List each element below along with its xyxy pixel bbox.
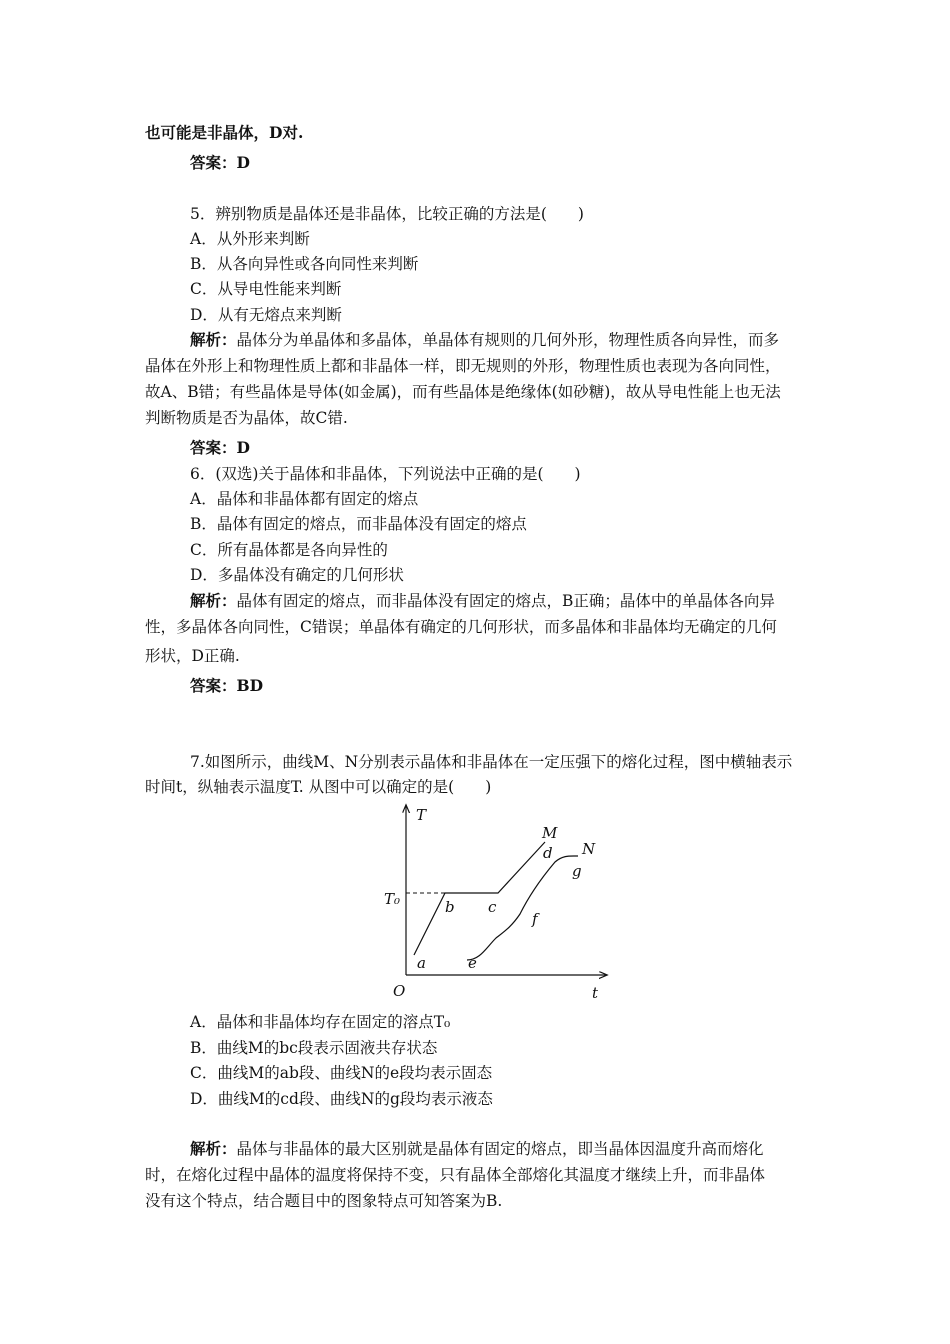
q5-analysis-line: 判断物质是否为晶体，故C错. (145, 409, 348, 427)
q6-option-b: B．晶体有固定的熔点，而非晶体没有固定的熔点 (190, 515, 527, 533)
q6-option-c: C．所有晶体都是各向异性的 (190, 541, 388, 559)
q5-option-d: D．从有无熔点来判断 (190, 306, 342, 324)
melting-curve-figure (380, 800, 620, 1005)
point-d: d (543, 844, 553, 862)
q5-analysis-line (190, 330, 779, 350)
answer-label: 答案： (190, 153, 237, 172)
analysis-label: 解析： (190, 1139, 237, 1158)
q7-stem-line: 7.如图所示，曲线M、N分别表示晶体和非晶体在一定压强下的熔化过程，图中横轴表示 (190, 753, 793, 771)
answer-value: BD (236, 676, 264, 695)
curve-n-label: N (582, 840, 596, 858)
q4-continuation: 也可能是非晶体，D对. (145, 123, 304, 142)
q6-stem: 6．(双选)关于晶体和非晶体，下列说法中正确的是( ) (190, 465, 581, 483)
answer-label: 答案： (190, 438, 237, 457)
q6-option-d: D．多晶体没有确定的几何形状 (190, 566, 404, 584)
q6-answer (190, 676, 263, 696)
answer-value: D (236, 438, 250, 457)
analysis-text: 晶体有固定的熔点，而非晶体没有固定的熔点，B正确；晶体中的单晶体各向异 (236, 592, 775, 610)
y-axis-label: T (416, 806, 427, 824)
q7-option-a: A．晶体和非晶体均存在固定的溶点T₀ (190, 1013, 451, 1031)
point-e: e (468, 954, 477, 972)
origin-label: O (393, 982, 406, 1000)
q7-analysis-line: 时，在熔化过程中晶体的温度将保持不变，只有晶体全部熔化其温度才继续上升，而非晶体 (145, 1166, 766, 1184)
point-b: b (445, 898, 455, 916)
q6-option-a: A．晶体和非晶体都有固定的熔点 (190, 490, 419, 508)
analysis-label: 解析： (190, 330, 237, 349)
x-axis-label: t (592, 984, 599, 1002)
answer-value: D (236, 153, 250, 172)
curve-m-label: M (542, 824, 558, 842)
analysis-label: 解析： (190, 591, 237, 610)
analysis-text: 晶体与非晶体的最大区别就是晶体有固定的熔点，即当晶体因温度升高而熔化 (236, 1140, 764, 1158)
q6-analysis-line: 性，多晶体各向同性，C错误；单晶体有确定的几何形状，而多晶体和非晶体均无确定的几何 (145, 618, 777, 636)
q5-analysis-line: 故A、B错；有些晶体是导体(如金属)，而有些晶体是绝缘体(如砂糖)，故从导电性能上也无法 (145, 383, 781, 401)
q5-answer (190, 438, 250, 458)
q5-option-a: A．从外形来判断 (190, 230, 310, 248)
q6-analysis-line (190, 591, 775, 611)
q5-stem: 5．辨别物质是晶体还是非晶体，比较正确的方法是( ) (190, 205, 584, 223)
q7-option-c: C．曲线M的ab段、曲线N的e段均表示固态 (190, 1064, 493, 1082)
q7-analysis-line: 没有这个特点，结合题目中的图象特点可知答案为B. (145, 1192, 503, 1210)
curve-m (414, 842, 545, 955)
q4-answer (190, 153, 250, 173)
q7-stem-line: 时间t，纵轴表示温度T. 从图中可以确定的是( ) (145, 778, 492, 796)
q5-analysis-line: 晶体在外形上和物理性质上都和非晶体一样，即无规则的外形，物理性质也表现为各向同性， (145, 357, 781, 375)
q7-analysis-line (190, 1139, 764, 1159)
point-f: f (532, 910, 538, 928)
q5-option-b: B．从各向异性或各向同性来判断 (190, 255, 419, 273)
point-a: a (417, 954, 426, 972)
analysis-text: 晶体分为单晶体和多晶体，单晶体有规则的几何外形，物理性质各向异性，而多 (236, 331, 780, 349)
point-g: g (572, 862, 582, 880)
q6-analysis-line: 形状，D正确. (145, 647, 240, 665)
answer-label: 答案： (190, 676, 237, 695)
curve-n (467, 856, 578, 960)
point-c: c (488, 898, 497, 916)
q5-option-c: C．从导电性能来判断 (190, 280, 342, 298)
q7-option-d: D．曲线M的cd段、曲线N的g段均表示液态 (190, 1090, 493, 1108)
t0-label: T₀ (384, 890, 401, 908)
q7-option-b: B．曲线M的bc段表示固液共存状态 (190, 1039, 438, 1057)
